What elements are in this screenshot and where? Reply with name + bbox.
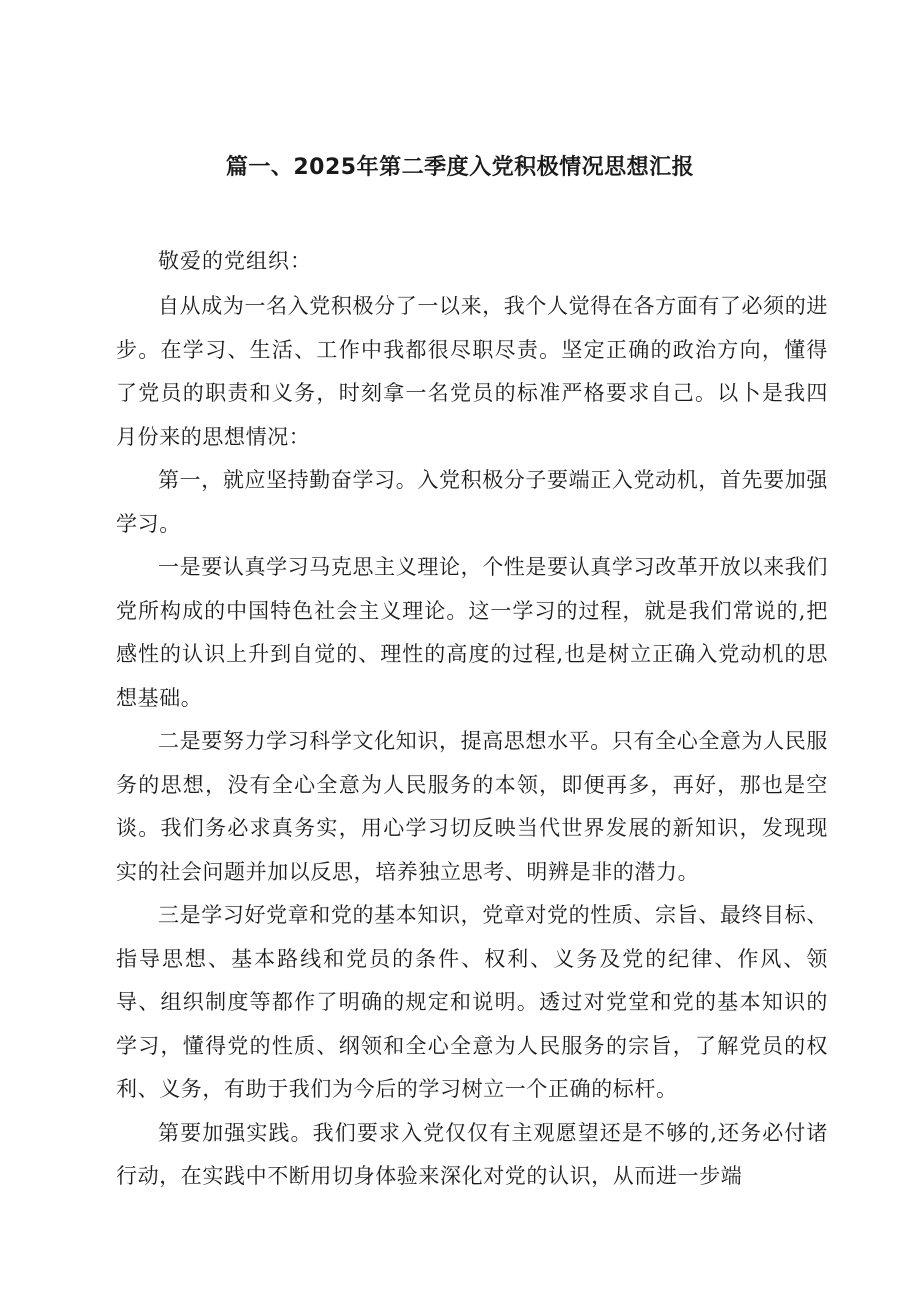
document-title: 篇一、2025年第二季度入党积极情况思想汇报 [225,155,695,180]
paragraph: 一是要认真学习马克思主义理论，个性是要认真学习改革开放以来我们党所构成的中国特色社会主义理论。这一学习的过程，就是我们常说的,把感性的认识上升到自觉的、理性的高度的过程,也是树立正确入党动机的思想基础。 [116,555,828,710]
salutation: 敬爱的党组织： [158,249,312,273]
paragraph: 三是学习好党章和党的基本知识，党章对党的性质、宗旨、最终目标、指导思想、基本路线和党员的条件、权利、义务及党的纪律、作风、领导、组织制度等都作了明确的规定和说明。透过对党堂和党的基本知识的学习，懂得党的性质、纲领和全心全意为人民服务的宗旨，了解党员的权利、义务，有助于我们为今后的学习树立一个正确的标杆。 [116,903,828,1101]
paragraph: 二是要努力学习科学文化知识，提高思想水平。只有全心全意为人民服务的思想，没有全心全意为人民服务的本领，即便再多，再好，那也是空谈。我们务必求真务实，用心学习切反映当代世界发展的新知识，发现现实的社会问题并加以反思，培养独立思考、明辨是非的潜力。 [116,729,828,884]
paragraph: 自从成为一名入党积极分了一以来，我个人觉得在各方面有了必须的进步。在学习、生活、工作中我都很尽职尽责。坚定正确的政治方向，懂得了党员的职责和义务，时刻拿一名党员的标准严格要求自己。以卜是我四月份来的思想情况： [116,294,828,449]
paragraph: 第要加强实践。我们要求入党仅仅有主观愿望还是不够的,还务必付诸行动，在实践中不断用切身体验来深化对党的认识，从而进一步端 [116,1120,828,1188]
document-body [116,240,828,1199]
paragraph: 第一，就应坚持勤奋学习。入党积极分子要端正入党动机，首先要加强学习。 [116,468,828,536]
